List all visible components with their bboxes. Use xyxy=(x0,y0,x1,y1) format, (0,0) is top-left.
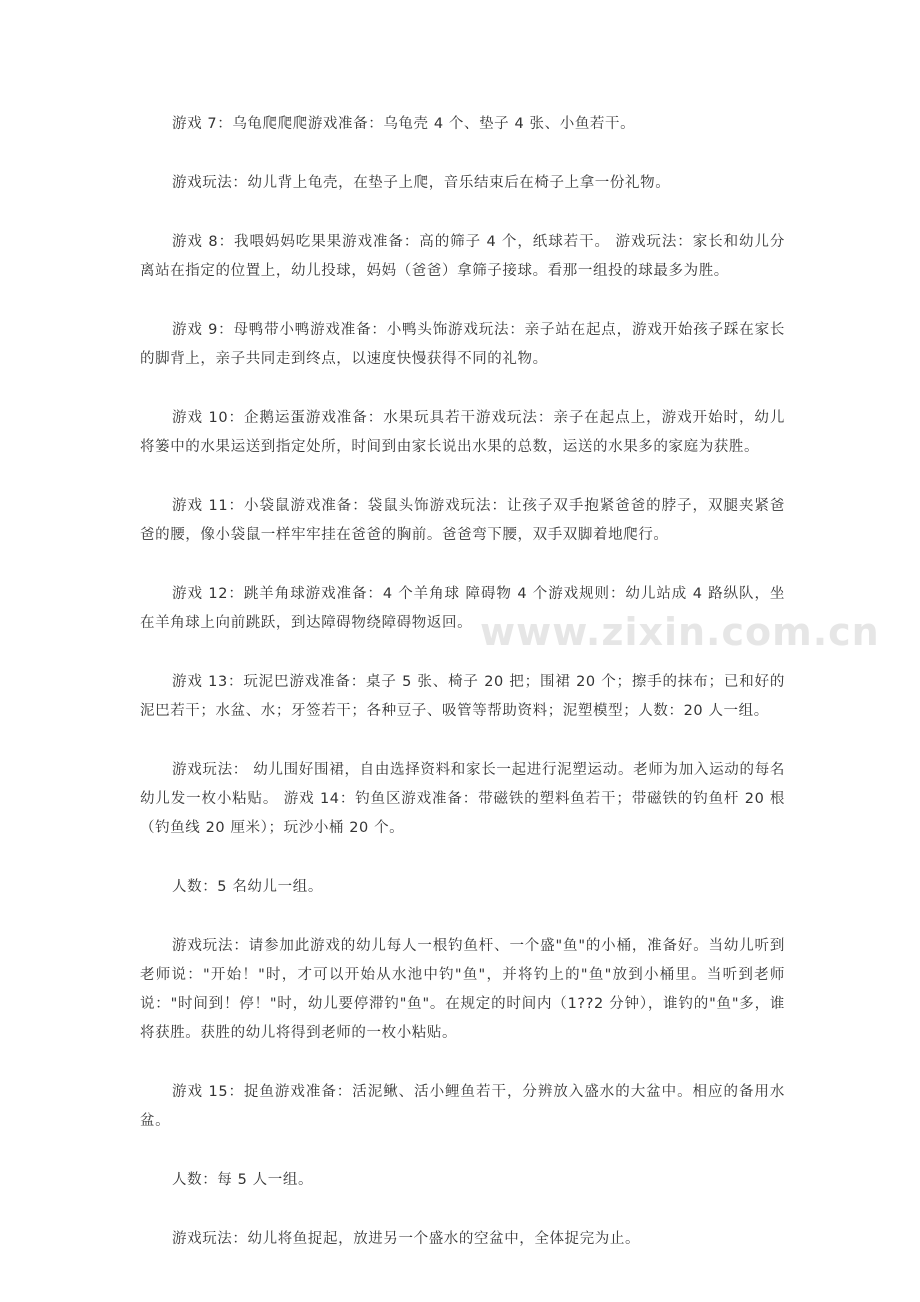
paragraph-game-7: 游戏 7：乌龟爬爬爬游戏准备：乌龟壳 4 个、垫子 4 张、小鱼若干。 xyxy=(172,116,636,132)
paragraph-game-15: 游戏 15：捉鱼游戏准备：活泥鳅、活小鲤鱼若干，分辨放入盛水的大盆中。相应的备用水盆。 xyxy=(140,1084,785,1129)
paragraph-game-9: 游戏 9：母鸭带小鸭游戏准备：小鸭头饰游戏玩法：亲子站在起点，游戏开始孩子踩在家长的脚背上，亲子共同走到终点，以速度快慢获得不同的礼物。 xyxy=(140,322,785,367)
paragraph-game-11: 游戏 11：小袋鼠游戏准备：袋鼠头饰游戏玩法：让孩子双手抱紧爸爸的脖子，双腿夹紧爸爸的腰，像小袋鼠一样牢牢挂在爸爸的胸前。爸爸弯下腰，双手双脚着地爬行。 xyxy=(140,498,785,543)
watermark: www.zixin.com.cn xyxy=(480,610,880,654)
paragraph-game-10: 游戏 10：企鹅运蛋游戏准备：水果玩具若干游戏玩法：亲子在起点上，游戏开始时，幼儿将篓中的水果运送到指定处所，时间到由家长说出水果的总数，运送的水果多的家庭为获胜。 xyxy=(140,410,785,455)
paragraph-game-8: 游戏 8：我喂妈妈吃果果游戏准备：高的筛子 4 个，纸球若干。 游戏玩法：家长和幼儿分离站在指定的位置上，幼儿投球，妈妈（爸爸）拿筛子接球。看那一组投的球最多为胜。 xyxy=(140,234,785,279)
paragraph-game-14-rules: 游戏玩法：请参加此游戏的幼儿每人一根钓鱼杆、一个盛"鱼"的小桶，准备好。当幼儿听到老师说："开始！"时，才可以开始从水池中钓"鱼"，并将钓上的"鱼"放到小桶里。当听到老师说："时间到！停！"时，幼儿要停滞钓"鱼"。在规定的时间内（1??2 分钟），谁钓的"鱼"多，谁将获胜。获胜的幼儿将得到老师的一枚小粘贴。 xyxy=(140,938,785,1041)
paragraph-game-15-rules: 游戏玩法：幼儿将鱼捉起，放进另一个盛水的空盆中，全体捉完为止。 xyxy=(172,1231,641,1247)
document-body xyxy=(140,110,785,1284)
paragraph-game-13-rules-game-14: 游戏玩法： 幼儿围好围裙，自由选择资料和家长一起进行泥塑运动。老师为加入运动的每名幼儿发一枚小粘贴。 游戏 14：钓鱼区游戏准备：带磁铁的塑料鱼若干；带磁铁的钓鱼杆 20 根（钓鱼线 20 厘米）；玩沙小桶 20 个。 xyxy=(140,762,785,836)
paragraph-game-13: 游戏 13：玩泥巴游戏准备：桌子 5 张、椅子 20 把；围裙 20 个；擦手的抹布；已和好的泥巴若干；水盆、水；牙签若干；各种豆子、吸管等帮助资料；泥塑模型；人数：20 人一组。 xyxy=(140,674,785,719)
paragraph-game-15-headcount: 人数：每 5 人一组。 xyxy=(172,1172,314,1188)
paragraph-game-14-headcount: 人数：5 名幼儿一组。 xyxy=(172,879,323,895)
paragraph-game-7-rules: 游戏玩法：幼儿背上龟壳，在垫子上爬，音乐结束后在椅子上拿一份礼物。 xyxy=(172,175,671,191)
paragraph-game-12: 游戏 12：跳羊角球游戏准备：4 个羊角球 障碍物 4 个游戏规则：幼儿站成 4 路纵队，坐在羊角球上向前跳跃，到达障碍物绕障碍物返回。 xyxy=(140,586,785,631)
